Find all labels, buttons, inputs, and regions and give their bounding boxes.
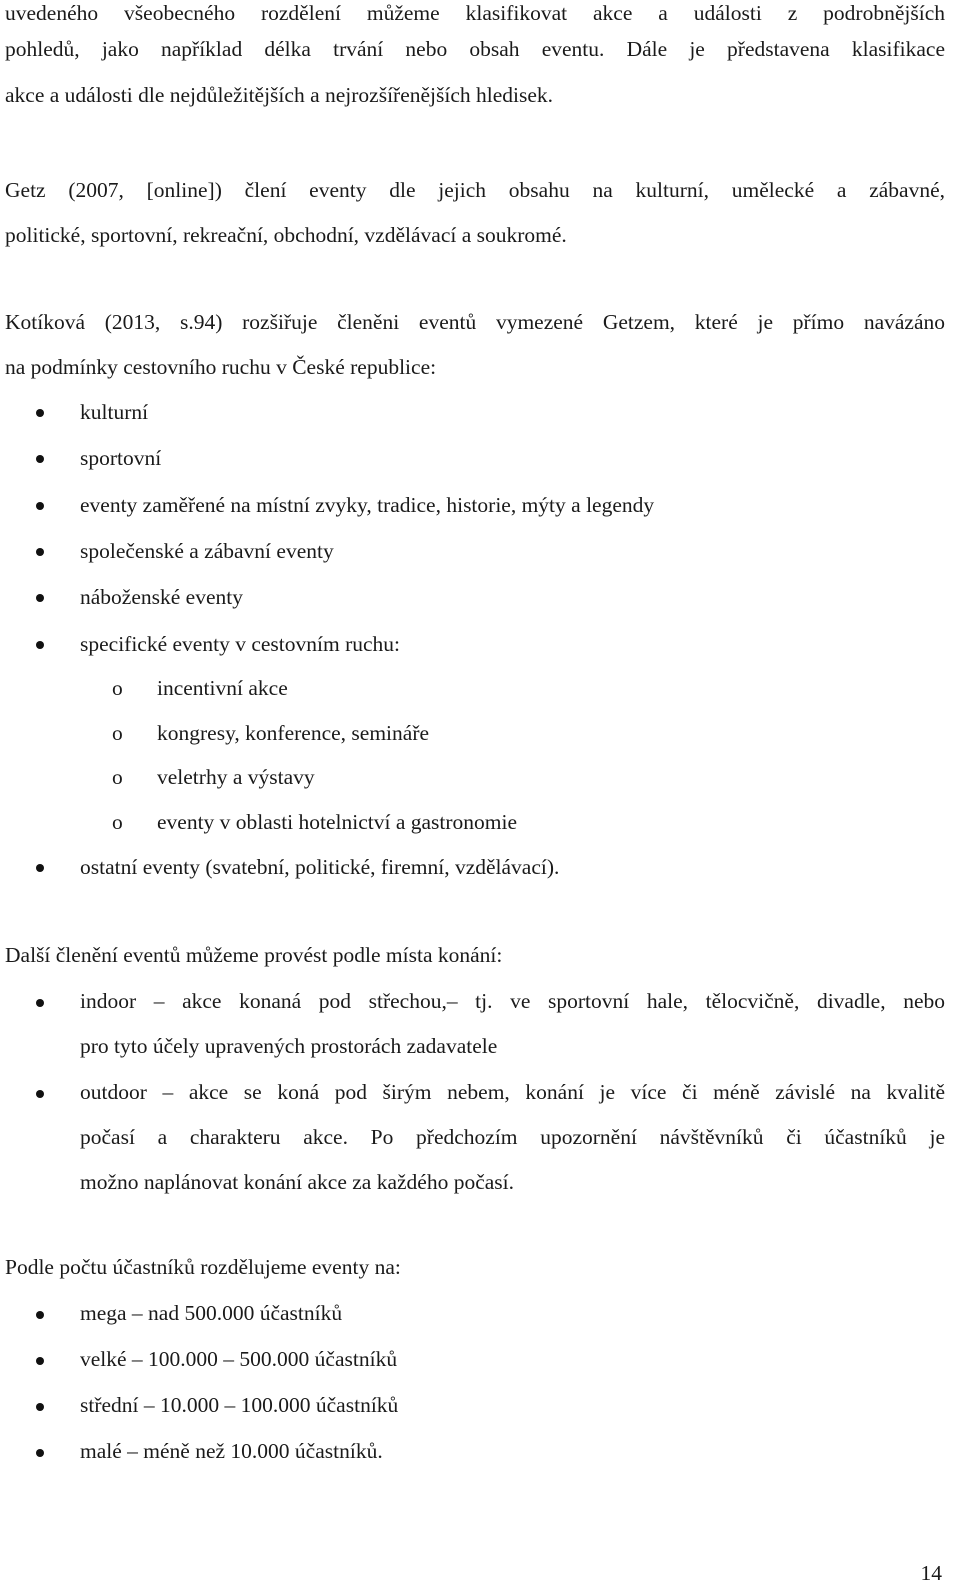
list-item: náboženské eventy xyxy=(80,585,243,609)
bullet-icon xyxy=(36,548,44,556)
list-item: eventy zaměřené na místní zvyky, tradice, historie, mýty a legendy xyxy=(80,493,655,517)
list-item: společenské a zábavní eventy xyxy=(80,539,334,563)
page-number: 14 xyxy=(920,1561,942,1585)
sub-list-item: eventy v oblasti hotelnictví a gastronomie xyxy=(157,810,518,834)
list-item: střední – 10.000 – 100.000 účastníků xyxy=(80,1393,399,1417)
list-item: ostatní eventy (svatební, politické, firemní, vzdělávací). xyxy=(80,855,560,879)
bullet-icon xyxy=(36,1357,44,1365)
bullet-icon xyxy=(36,455,44,463)
intro-line-3: akce a události dle nejdůležitějších a nejrozšířenějších hledisek. xyxy=(5,83,554,107)
sub-bullet-marker: o xyxy=(112,676,123,700)
bullet-icon xyxy=(36,409,44,417)
list-item: sportovní xyxy=(80,446,162,470)
sub-bullet-marker: o xyxy=(112,810,123,834)
intro-line-2: pohledů, jako například délka trvání nebo obsah eventu. Dále je představena klasifikace xyxy=(5,37,945,61)
outdoor-line-3: možno naplánovat konání akce za každého počasí. xyxy=(80,1170,514,1194)
sub-list-item: kongresy, konference, semináře xyxy=(157,721,430,745)
bullet-icon xyxy=(36,1090,44,1098)
bullet-icon xyxy=(36,1449,44,1457)
getz-line-1: Getz (2007, [online]) člení eventy dle jejich obsahu na kulturní, umělecké a zábavné, xyxy=(5,178,945,202)
list-item: kulturní xyxy=(80,400,149,424)
sub-list-item: veletrhy a výstavy xyxy=(157,765,315,789)
kotikova-line-2: na podmínky cestovního ruchu v České republice: xyxy=(5,355,437,379)
sub-list-item: incentivní akce xyxy=(157,676,288,700)
bullet-icon xyxy=(36,864,44,872)
getz-line-2: politické, sportovní, rekreační, obchodní, vzdělávací a soukromé. xyxy=(5,223,567,247)
participants-heading: Podle počtu účastníků rozdělujeme eventy na: xyxy=(5,1255,401,1279)
kotikova-line-1: Kotíková (2013, s.94) rozšiřuje členěni eventů vymezené Getzem, které je přímo navázáno xyxy=(5,310,945,334)
sub-bullet-marker: o xyxy=(112,721,123,745)
bullet-icon xyxy=(36,594,44,602)
sub-bullet-marker: o xyxy=(112,765,123,789)
bullet-icon xyxy=(36,502,44,510)
list-item: mega – nad 500.000 účastníků xyxy=(80,1301,343,1325)
list-item: velké – 100.000 – 500.000 účastníků xyxy=(80,1347,398,1371)
bullet-icon xyxy=(36,999,44,1007)
bullet-icon xyxy=(36,1311,44,1319)
indoor-line-1: indoor – akce konaná pod střechou,– tj. ve sportovní hale, tělocvičně, divadle, nebo xyxy=(80,989,945,1013)
outdoor-line-2: počasí a charakteru akce. Po předchozím upozornění návštěvníků či účastníků je xyxy=(80,1125,945,1149)
list-item: specifické eventy v cestovním ruchu: xyxy=(80,632,401,656)
list-item: malé – méně než 10.000 účastníků. xyxy=(80,1439,383,1463)
outdoor-line-1: outdoor – akce se koná pod širým nebem, konání je více či méně závislé na kvalitě xyxy=(80,1080,945,1104)
bullet-icon xyxy=(36,1403,44,1411)
intro-line-1: uvedeného všeobecného rozdělení můžeme klasifikovat akce a události z podrobnějších xyxy=(5,1,945,25)
bullet-icon xyxy=(36,641,44,649)
indoor-line-2: pro tyto účely upravených prostorách zadavatele xyxy=(80,1034,498,1058)
place-heading: Další členění eventů můžeme provést podle místa konání: xyxy=(5,943,503,967)
